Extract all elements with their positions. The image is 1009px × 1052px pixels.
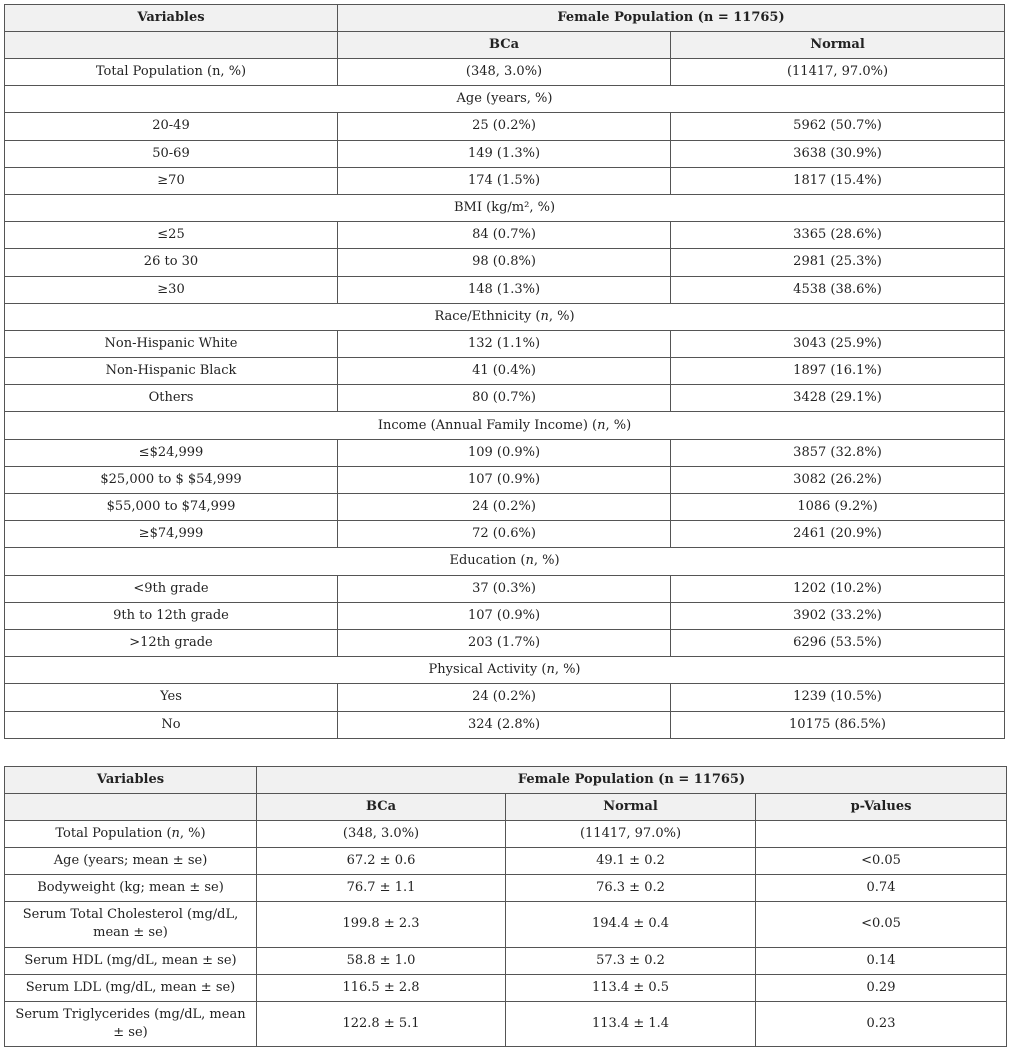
table-row xyxy=(5,684,1005,711)
variable-cell xyxy=(5,821,257,848)
variable-cell xyxy=(5,330,338,357)
section-row xyxy=(5,303,1005,330)
bca-cell: 203 (1.7%) xyxy=(338,629,671,656)
table-row xyxy=(5,222,1005,249)
variable-label-text: ≥70 xyxy=(157,172,185,188)
variable-cell xyxy=(5,711,338,739)
table-row xyxy=(5,902,1007,947)
section-heading-italic-part: n xyxy=(597,417,606,433)
normal-cell: 3857 (32.8%) xyxy=(671,439,1005,466)
normal-cell: 2981 (25.3%) xyxy=(671,249,1005,276)
variable-label-text: Serum LDL (mg/dL, mean ± se) xyxy=(25,979,236,995)
table-body xyxy=(5,821,1007,1047)
normal-cell: 57.3 ± 0.2 xyxy=(506,947,756,974)
table-row xyxy=(5,113,1005,140)
normal-cell: 1202 (10.2%) xyxy=(671,575,1005,602)
normal-cell: 1086 (9.2%) xyxy=(671,494,1005,521)
normal-cell: 194.4 ± 0.4 xyxy=(506,902,756,947)
table-row xyxy=(5,140,1005,167)
p-values-cell: 0.14 xyxy=(756,947,1007,974)
header-row xyxy=(5,767,1007,794)
section-heading-text: , %) xyxy=(533,553,560,569)
variable-label-text: Serum HDL (mg/dL, mean ± se) xyxy=(24,952,237,968)
table-row xyxy=(5,821,1007,848)
table-row xyxy=(5,466,1005,493)
table-row xyxy=(5,276,1005,303)
variables-header: Variables xyxy=(5,767,257,794)
p-values-cell: <0.05 xyxy=(756,848,1007,875)
p-values-cell: <0.05 xyxy=(756,902,1007,947)
section-heading-cell xyxy=(5,86,1005,113)
bca-cell: 80 (0.7%) xyxy=(338,385,671,412)
normal-cell: 3082 (26.2%) xyxy=(671,466,1005,493)
variable-cell xyxy=(5,684,338,711)
variable-cell xyxy=(5,167,338,194)
variable-cell xyxy=(5,439,338,466)
variable-label-text: Yes xyxy=(160,689,182,705)
variable-cell xyxy=(5,521,338,548)
p-values-header: p-Values xyxy=(756,794,1007,821)
variable-label-text: ≤25 xyxy=(157,227,185,243)
variable-cell xyxy=(5,629,338,656)
section-heading-text: Race/Ethnicity ( xyxy=(434,308,541,324)
section-heading-cell xyxy=(5,548,1005,575)
normal-cell: (11417, 97.0%) xyxy=(671,59,1005,86)
bca-cell: 76.7 ± 1.1 xyxy=(257,875,506,902)
table-row xyxy=(5,575,1005,602)
variable-label-text: <9th grade xyxy=(133,580,209,596)
variable-label-text: Total Population ( xyxy=(55,826,172,842)
section-heading-text: BMI (kg/m², %) xyxy=(454,200,556,216)
normal-cell: 3902 (33.2%) xyxy=(671,602,1005,629)
variable-cell xyxy=(5,249,338,276)
bca-cell: 58.8 ± 1.0 xyxy=(257,947,506,974)
bca-cell: 324 (2.8%) xyxy=(338,711,671,739)
variable-cell xyxy=(5,222,338,249)
table-row xyxy=(5,974,1007,1001)
variable-cell xyxy=(5,113,338,140)
variable-cell xyxy=(5,602,338,629)
variables-header: Variables xyxy=(5,5,338,32)
normal-cell: 1897 (16.1%) xyxy=(671,358,1005,385)
empty-header-cell xyxy=(5,794,257,821)
variable-label-text: 20-49 xyxy=(152,118,190,134)
normal-cell: 76.3 ± 0.2 xyxy=(506,875,756,902)
bca-cell: 116.5 ± 2.8 xyxy=(257,974,506,1001)
normal-cell: 3428 (29.1%) xyxy=(671,385,1005,412)
variable-label-text: ≥$74,999 xyxy=(138,526,204,542)
table-header xyxy=(5,5,1005,59)
table-row xyxy=(5,875,1007,902)
variable-cell xyxy=(5,59,338,86)
variable-cell xyxy=(5,466,338,493)
variable-label-text: , %) xyxy=(179,826,206,842)
variable-label-text: Others xyxy=(148,390,194,406)
table-row xyxy=(5,848,1007,875)
variable-cell xyxy=(5,974,257,1001)
p-values-cell: 0.23 xyxy=(756,1001,1007,1046)
section-heading-text: Age (years, %) xyxy=(456,91,553,107)
normal-cell: 10175 (86.5%) xyxy=(671,711,1005,739)
bca-cell: 67.2 ± 0.6 xyxy=(257,848,506,875)
p-values-cell: 0.74 xyxy=(756,875,1007,902)
bca-cell: 174 (1.5%) xyxy=(338,167,671,194)
variable-label-text: 26 to 30 xyxy=(143,254,199,270)
normal-cell: 49.1 ± 0.2 xyxy=(506,848,756,875)
section-heading-cell xyxy=(5,303,1005,330)
variable-label-text: Total Population (n, %) xyxy=(95,64,247,80)
section-heading-cell xyxy=(5,412,1005,439)
table-header xyxy=(5,767,1007,821)
section-row xyxy=(5,412,1005,439)
table-row xyxy=(5,602,1005,629)
bca-cell: (348, 3.0%) xyxy=(338,59,671,86)
section-heading-italic-part: n xyxy=(525,553,534,569)
bca-cell: 132 (1.1%) xyxy=(338,330,671,357)
bca-cell: 107 (0.9%) xyxy=(338,602,671,629)
bca-cell: (348, 3.0%) xyxy=(257,821,506,848)
p-values-cell xyxy=(756,821,1007,848)
bca-cell: 199.8 ± 2.3 xyxy=(257,902,506,947)
table-body xyxy=(5,59,1005,739)
normal-cell: 113.4 ± 0.5 xyxy=(506,974,756,1001)
bca-cell: 41 (0.4%) xyxy=(338,358,671,385)
variable-cell xyxy=(5,494,338,521)
variable-label-text: Serum Triglycerides (mg/dL, mean ± se) xyxy=(15,1006,246,1040)
section-heading-cell xyxy=(5,194,1005,221)
normal-cell: 1817 (15.4%) xyxy=(671,167,1005,194)
bca-cell: 84 (0.7%) xyxy=(338,222,671,249)
bca-cell: 37 (0.3%) xyxy=(338,575,671,602)
table-row xyxy=(5,629,1005,656)
section-heading-text: , %) xyxy=(605,417,632,433)
normal-cell: 5962 (50.7%) xyxy=(671,113,1005,140)
table-row xyxy=(5,385,1005,412)
table-row xyxy=(5,167,1005,194)
bca-cell: 24 (0.2%) xyxy=(338,494,671,521)
normal-header: Normal xyxy=(671,32,1005,59)
header-row xyxy=(5,5,1005,32)
variable-cell xyxy=(5,1001,257,1046)
normal-header: Normal xyxy=(506,794,756,821)
bca-cell: 24 (0.2%) xyxy=(338,684,671,711)
variable-cell xyxy=(5,875,257,902)
section-heading-text: Income (Annual Family Income) ( xyxy=(377,417,598,433)
section-row xyxy=(5,657,1005,684)
bca-cell: 72 (0.6%) xyxy=(338,521,671,548)
bca-header: BCa xyxy=(257,794,506,821)
variable-label-text: ≤$24,999 xyxy=(138,444,204,460)
empty-header-cell xyxy=(5,32,338,59)
section-heading-text: Education ( xyxy=(449,553,526,569)
p-values-cell: 0.29 xyxy=(756,974,1007,1001)
variable-label-text: >12th grade xyxy=(129,635,213,651)
bca-cell: 149 (1.3%) xyxy=(338,140,671,167)
variable-label-text: Serum Total Cholesterol (mg/dL, mean ± se) xyxy=(22,907,239,941)
variable-label-text: ≥30 xyxy=(157,281,185,297)
table-row xyxy=(5,439,1005,466)
variable-label-text: $55,000 to $74,999 xyxy=(106,499,236,515)
section-row xyxy=(5,194,1005,221)
normal-cell: 113.4 ± 1.4 xyxy=(506,1001,756,1046)
bca-cell: 122.8 ± 5.1 xyxy=(257,1001,506,1046)
normal-cell: 1239 (10.5%) xyxy=(671,684,1005,711)
variable-cell xyxy=(5,575,338,602)
bca-cell: 109 (0.9%) xyxy=(338,439,671,466)
normal-cell: 2461 (20.9%) xyxy=(671,521,1005,548)
section-heading-text: , %) xyxy=(554,662,581,678)
variable-cell xyxy=(5,358,338,385)
variable-cell xyxy=(5,848,257,875)
bca-cell: 25 (0.2%) xyxy=(338,113,671,140)
subheader-row xyxy=(5,794,1007,821)
variable-label-text: Non-Hispanic White xyxy=(104,335,238,351)
variable-label-text: $25,000 to $ $54,999 xyxy=(100,471,242,487)
table-row xyxy=(5,494,1005,521)
table-row xyxy=(5,330,1005,357)
normal-cell: 6296 (53.5%) xyxy=(671,629,1005,656)
variable-label-text: Non-Hispanic Black xyxy=(105,363,237,379)
table-row xyxy=(5,358,1005,385)
section-heading-text: Physical Activity ( xyxy=(428,662,547,678)
variable-label-italic-part: n xyxy=(171,826,180,842)
table-row xyxy=(5,1001,1007,1046)
population-means-table xyxy=(4,766,1007,1047)
group-header: Female Population (n = 11765) xyxy=(257,767,1007,794)
table-row xyxy=(5,521,1005,548)
table-row xyxy=(5,59,1005,86)
population-counts-table xyxy=(4,4,1005,739)
bca-cell: 107 (0.9%) xyxy=(338,466,671,493)
table-row xyxy=(5,711,1005,739)
variable-cell xyxy=(5,276,338,303)
normal-cell: 3043 (25.9%) xyxy=(671,330,1005,357)
variable-label-text: Bodyweight (kg; mean ± se) xyxy=(37,880,224,896)
normal-cell: (11417, 97.0%) xyxy=(506,821,756,848)
normal-cell: 4538 (38.6%) xyxy=(671,276,1005,303)
table-row xyxy=(5,947,1007,974)
section-row xyxy=(5,86,1005,113)
variable-cell xyxy=(5,902,257,947)
bca-cell: 98 (0.8%) xyxy=(338,249,671,276)
section-heading-italic-part: n xyxy=(540,308,549,324)
bca-header: BCa xyxy=(338,32,671,59)
table-row xyxy=(5,249,1005,276)
group-header: Female Population (n = 11765) xyxy=(338,5,1005,32)
variable-cell xyxy=(5,385,338,412)
variable-label-text: 50-69 xyxy=(152,145,190,161)
normal-cell: 3638 (30.9%) xyxy=(671,140,1005,167)
bca-cell: 148 (1.3%) xyxy=(338,276,671,303)
subheader-row xyxy=(5,32,1005,59)
variable-label-text: 9th to 12th grade xyxy=(113,607,229,623)
section-heading-italic-part: n xyxy=(546,662,555,678)
variable-cell xyxy=(5,947,257,974)
section-row xyxy=(5,548,1005,575)
section-heading-text: , %) xyxy=(548,308,575,324)
variable-label-text: No xyxy=(161,716,181,732)
normal-cell: 3365 (28.6%) xyxy=(671,222,1005,249)
variable-cell xyxy=(5,140,338,167)
variable-label-text: Age (years; mean ± se) xyxy=(53,853,208,869)
section-heading-cell xyxy=(5,657,1005,684)
